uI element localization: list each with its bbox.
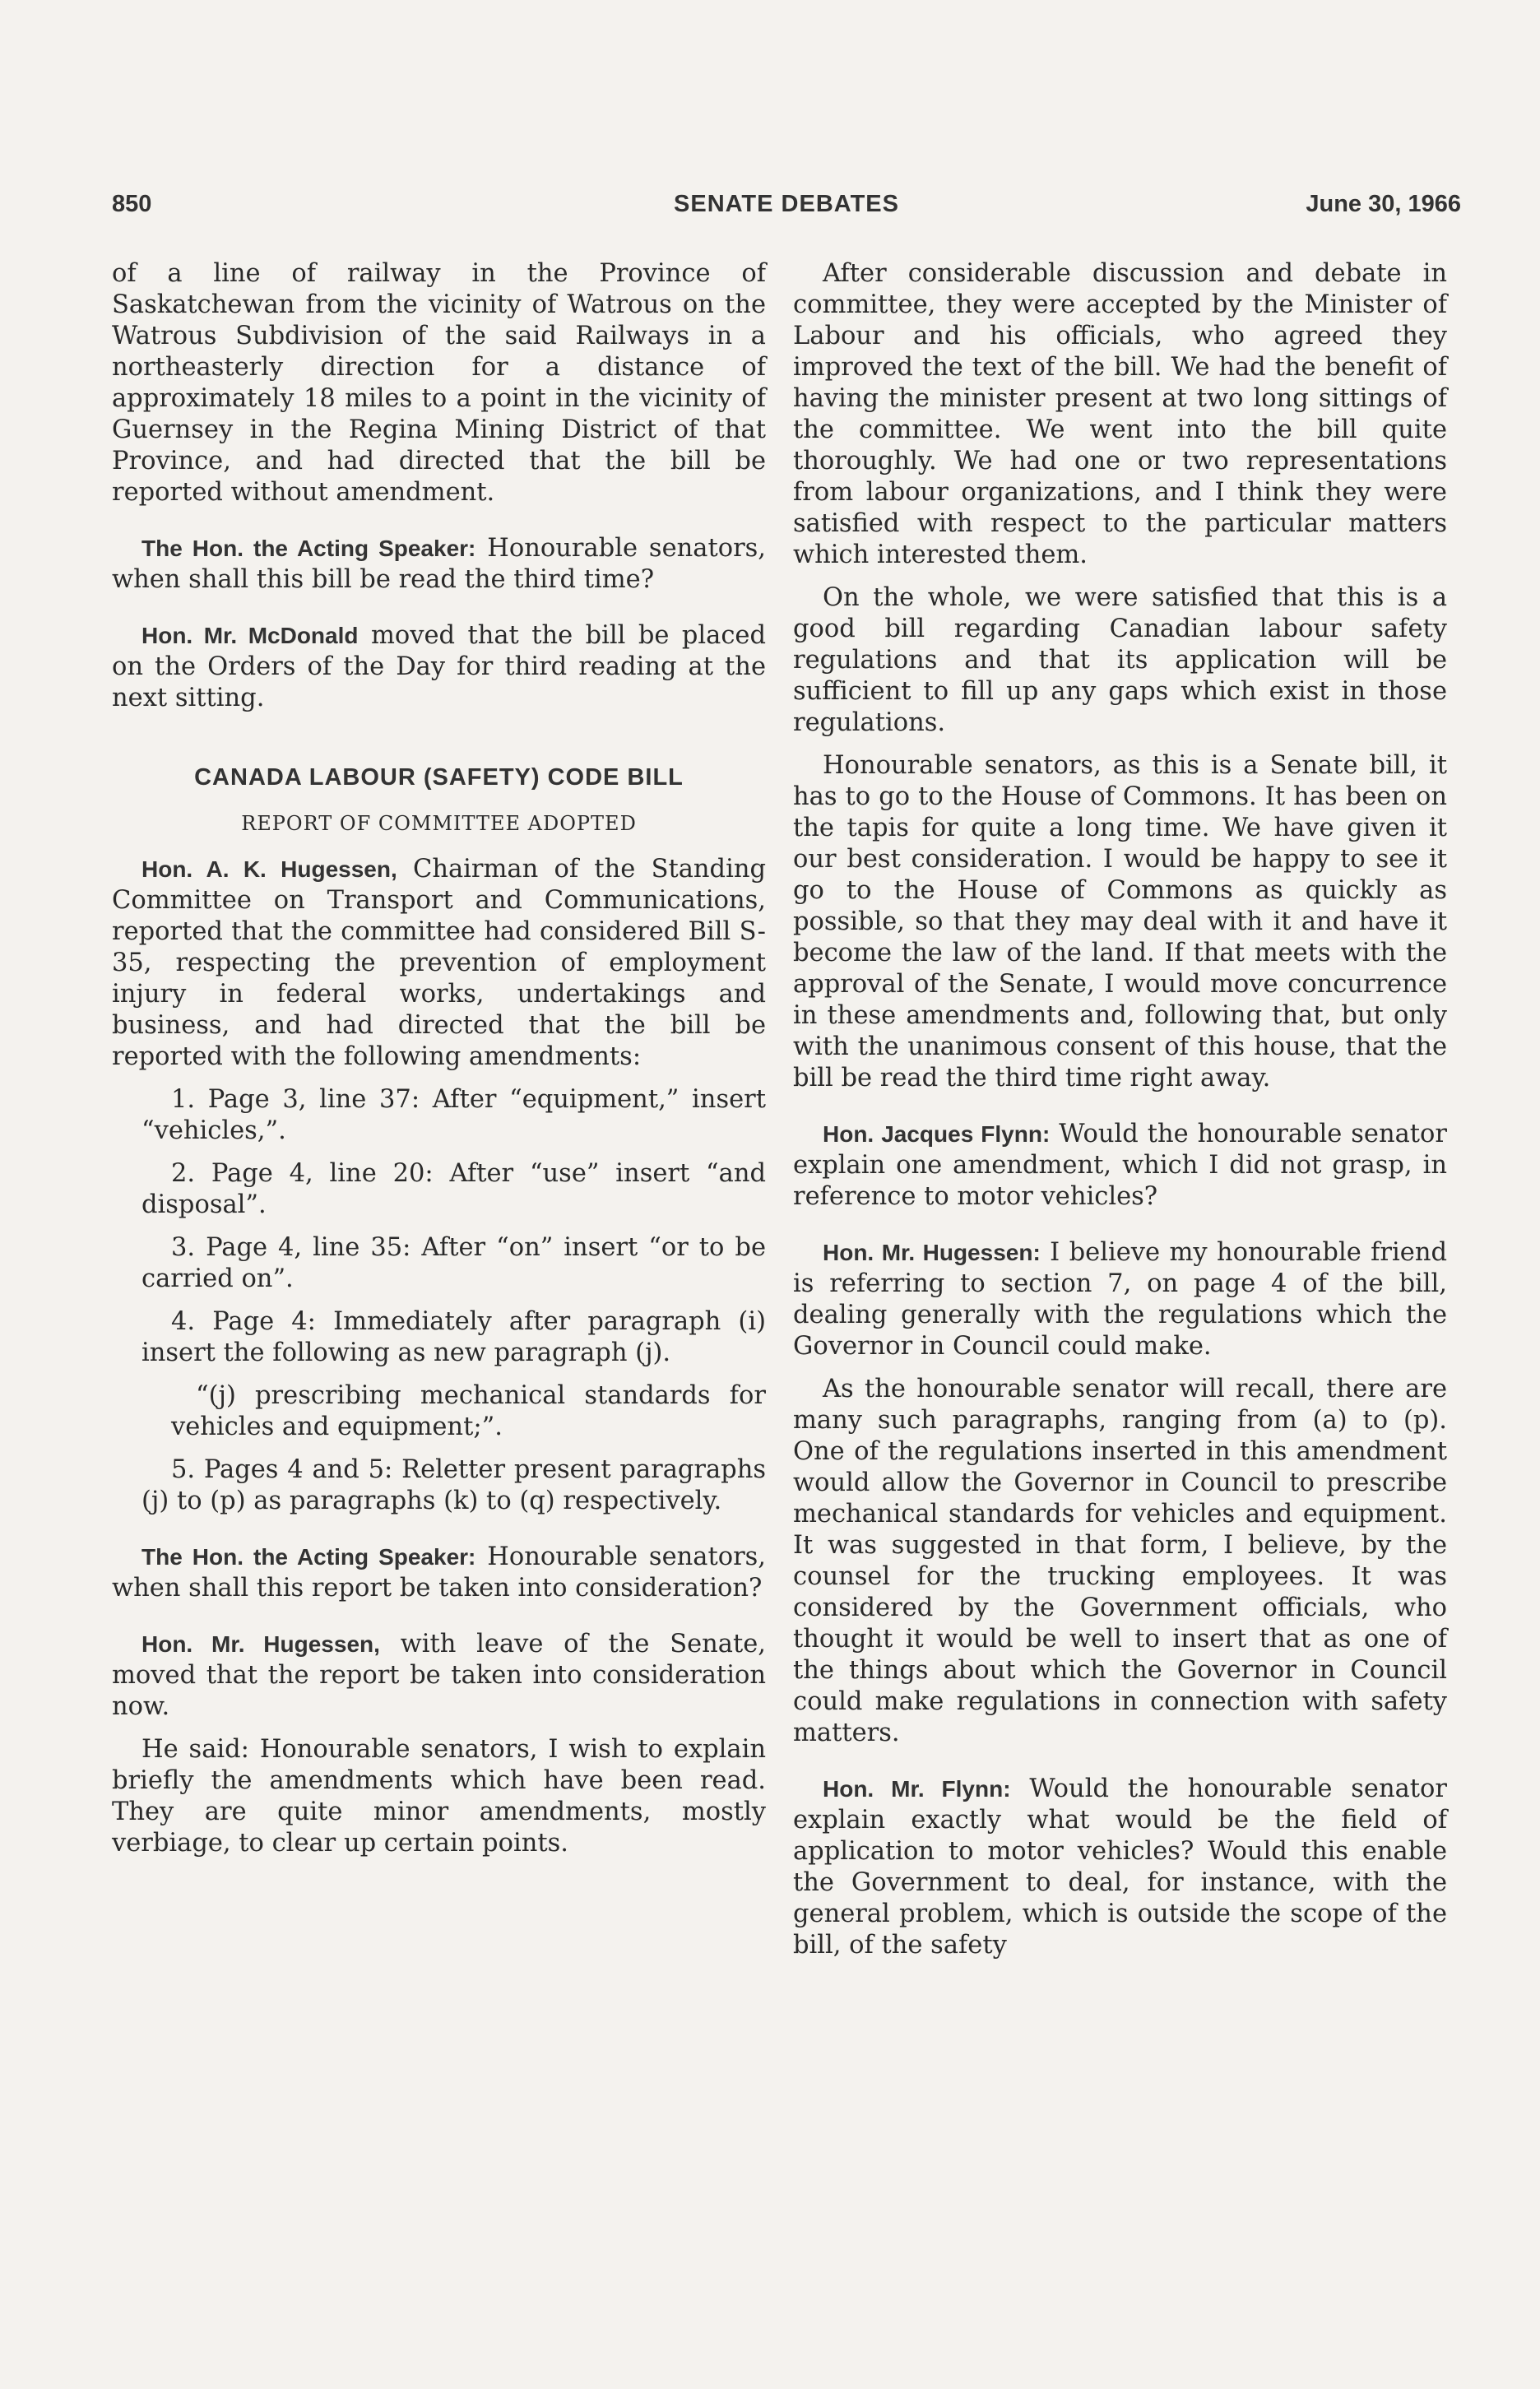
paragraph xyxy=(112,533,766,596)
amendment-item: 2. Page 4, line 20: After “use” insert “and disposal”. xyxy=(141,1159,766,1219)
amendment-item: 3. Page 4, line 35: After “on” insert “or to be carried on”. xyxy=(141,1233,766,1293)
publication-title: SENATE DEBATES xyxy=(674,191,899,217)
speech-text: Chairman of the Standing Committee on Transport and Communications, reported that the committee had considered Bill S-35, respecting the prevention of employment injury in federal works, undertakings and business, and had directed that the bill be reported with the following amendments: xyxy=(112,855,766,1071)
speech-text: Honourable senators, when shall this bill be read the third time? xyxy=(112,534,766,594)
amendment-item: 5. Pages 4 and 5: Reletter present paragraphs (j) to (p) as paragraphs (k) to (q) respectively. xyxy=(141,1455,766,1515)
paragraph xyxy=(793,1774,1447,1961)
speech-text: Would the honourable senator explain one amendment, which I did not grasp, in reference to motor vehicles? xyxy=(793,1120,1447,1211)
speaker-name: Hon. Mr. Flynn: xyxy=(823,1776,1011,1802)
paragraph: He said: Honourable senators, I wish to explain briefly the amendments which have been read. They are quite minor amendments, mostly verbiage, to clear up certain points. xyxy=(112,1735,766,1858)
speaker-name: Hon. Mr. Hugessen, xyxy=(141,1631,380,1657)
speech-text: Would the honourable senator explain exactly what would be the field of application to motor vehicles? Would this enable the Government to deal, for instance, with the general problem, which is outside the scope of the bill, of the safety xyxy=(793,1774,1447,1960)
speech-text: I believe my honourable friend is referring to section 7, on page 4 of the bill, dealing generally with the regulations which the Governor in Council could make. xyxy=(793,1238,1447,1361)
speech-text: Honourable senators, when shall this report be taken into consideration? xyxy=(112,1542,766,1603)
paragraph xyxy=(112,1629,766,1723)
left-column xyxy=(112,258,766,1871)
paragraph xyxy=(112,854,766,1073)
page-header xyxy=(112,191,1461,227)
paragraph: On the whole, we were satisfied that this is a good bill regarding Canadian labour safety regulations and that its application will be sufficient to fill up any gaps which exist in those regulations. xyxy=(793,583,1447,737)
paragraph xyxy=(793,1237,1447,1362)
speech-text: moved that the bill be placed on the Orders of the Day for third reading at the next sitting. xyxy=(112,621,767,712)
speaker-name: Hon. Mr. Hugessen: xyxy=(823,1240,1041,1265)
paragraph xyxy=(112,1542,766,1604)
speaker-name: Hon. A. K. Hugessen, xyxy=(141,856,397,882)
speaker-name: The Hon. the Acting Speaker: xyxy=(141,1544,476,1570)
amendment-item: 4. Page 4: Immediately after paragraph (i) insert the following as new paragraph (j). xyxy=(141,1307,766,1367)
speaker-name: Hon. Jacques Flynn: xyxy=(823,1121,1051,1147)
paragraph: Honourable senators, as this is a Senate bill, it has to go to the House of Commons. It has been on the tapis for quite a long time. We have given it our best consideration. I would be happy to see it go to the House of Commons as quickly as possible, so that they may deal with it and have it become the law of the land. If that meets with the approval of the Senate, I would move concurrence in these amendments and, following that, but only with the unanimous consent of this house, that the bill be read the third time right away. xyxy=(793,751,1447,1092)
paragraph: As the honourable senator will recall, there are many such paragraphs, ranging from (a) to (p). One of the regulations inserted in this amendment would allow the Governor in Council to prescribe mechanical standards for vehicles and equipment. It was suggested in that form, I believe, by the counsel for the trucking employees. It was considered by the Government officials, who thought it would be well to insert that as one of the things about which the Governor in Council could make regulations in connection with safety matters. xyxy=(793,1375,1447,1747)
right-column xyxy=(793,258,1447,1973)
issue-date: June 30, 1966 xyxy=(1306,191,1461,217)
section-title: CANADA LABOUR (SAFETY) CODE BILL xyxy=(194,764,684,791)
paragraph xyxy=(112,620,766,714)
amendment-quote: “(j) prescribing mechanical standards for vehicles and equipment;”. xyxy=(171,1381,766,1441)
subsection-title: REPORT OF COMMITTEE ADOPTED xyxy=(241,812,637,835)
speaker-name: Hon. Mr. McDonald xyxy=(141,623,359,648)
paragraph: of a line of railway in the Province of Saskatchewan from the vicinity of Watrous on the Watrous Subdivision of the said Railways in a northeasterly direction for a distance of approximately 18 miles to a point in the vicinity of Guernsey in the Regina Mining District of that Province, and had directed that the bill be reported without amendment. xyxy=(112,259,766,507)
speaker-name: The Hon. the Acting Speaker: xyxy=(141,536,476,561)
paragraph: After considerable discussion and debate in committee, they were accepted by the Minister of Labour and his officials, who agreed they improved the text of the bill. We had the benefit of having the minister present at two long sittings of the committee. We went into the bill quite thoroughly. We had one or two representations from labour organizations, and I think they were satisfied with respect to the particular matters which interested them. xyxy=(793,259,1447,569)
page-number: 850 xyxy=(112,191,152,217)
amendment-item: 1. Page 3, line 37: After “equipment,” insert “vehicles,”. xyxy=(141,1085,766,1145)
speech-text: with leave of the Senate, moved that the report be taken into consideration now. xyxy=(112,1630,766,1721)
amendments-list xyxy=(112,1084,766,1517)
paragraph xyxy=(793,1119,1447,1213)
